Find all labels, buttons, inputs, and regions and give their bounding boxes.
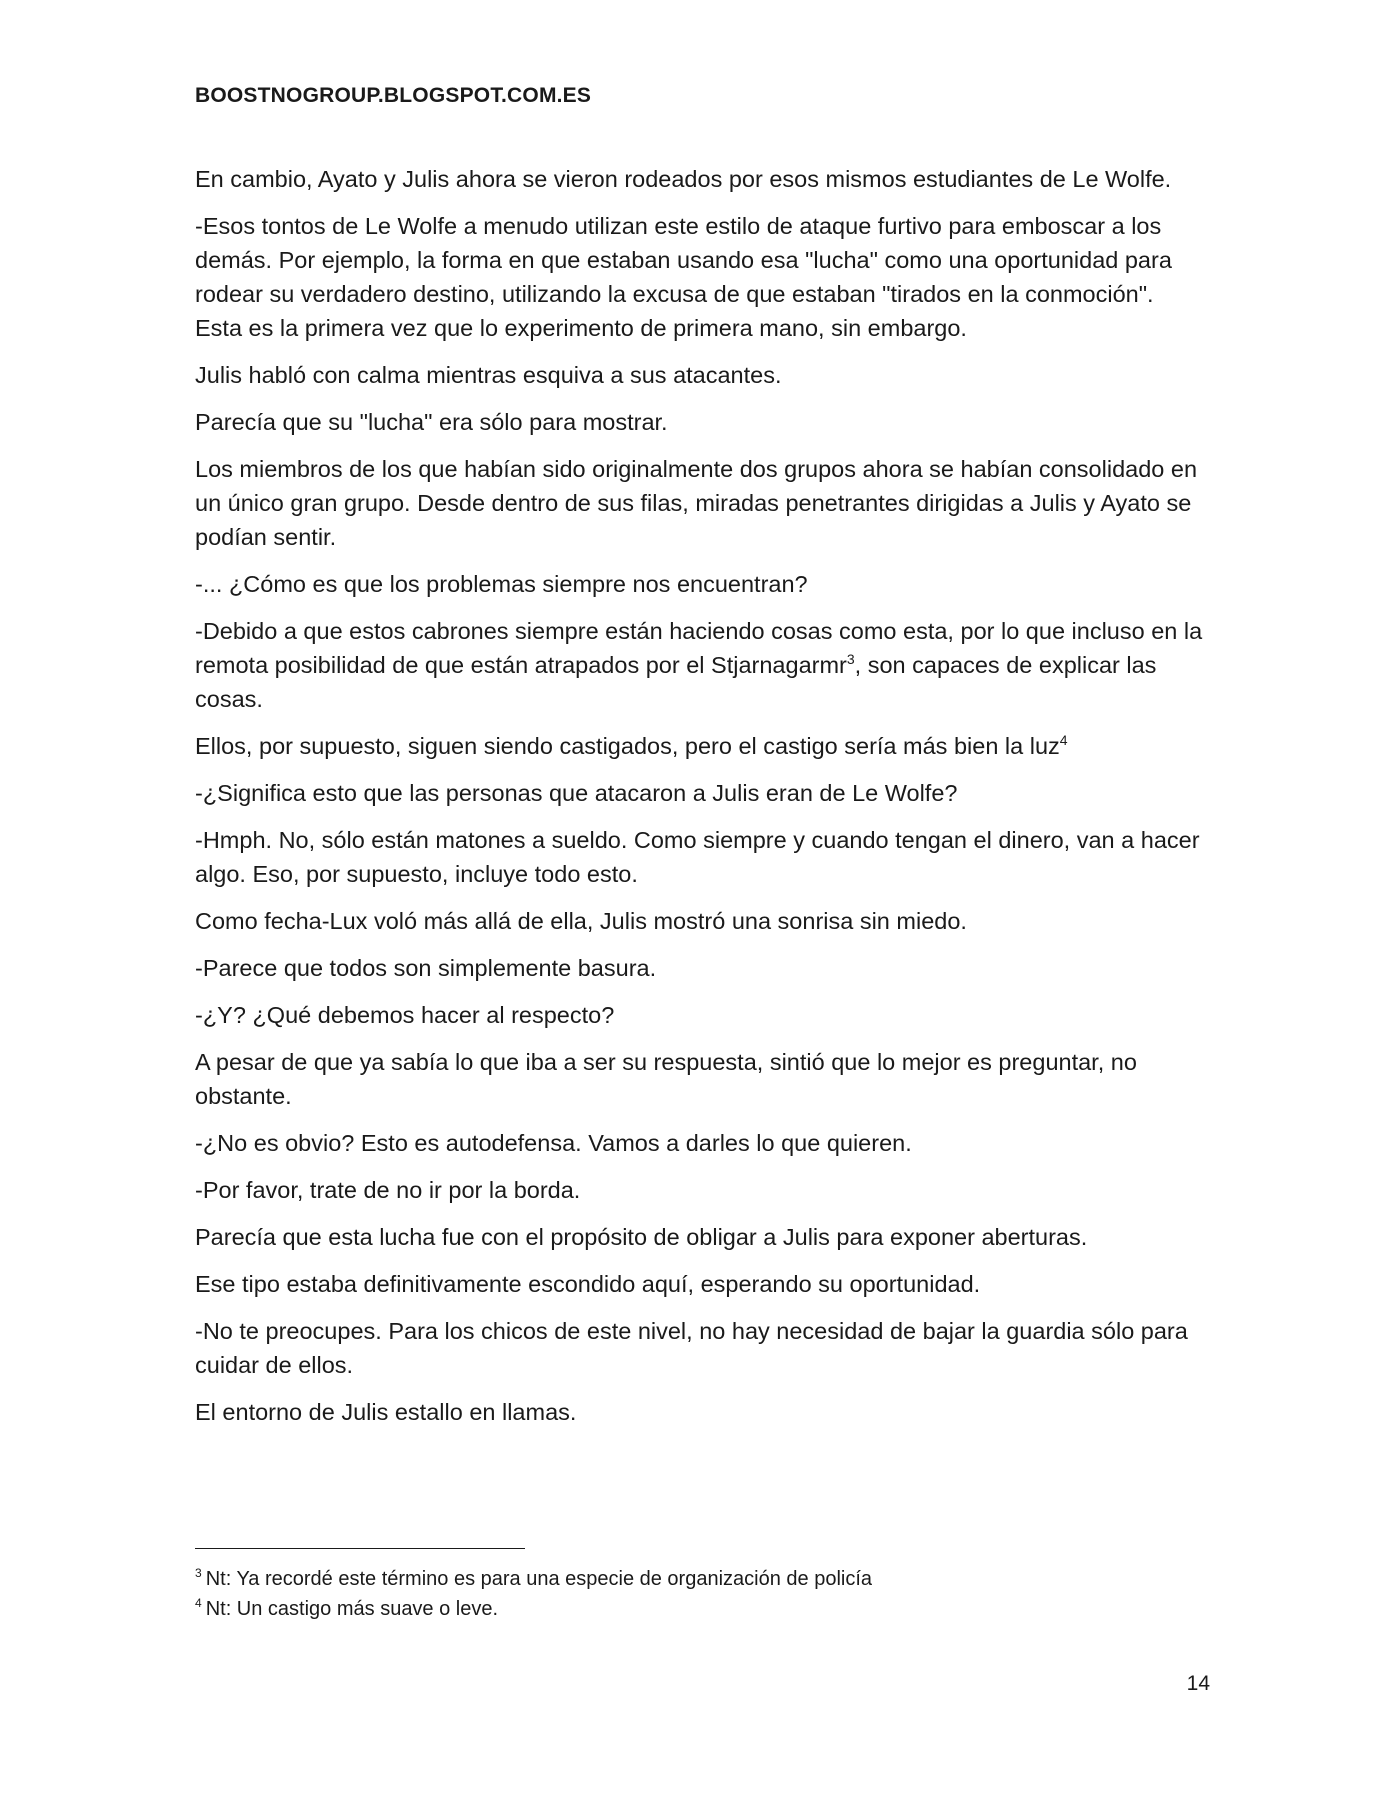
footnote-text: Nt: Un castigo más suave o leve.: [205, 1598, 499, 1620]
paragraph: -¿Y? ¿Qué debemos hacer al respecto?: [195, 1002, 615, 1028]
header-site-name: BOOSTNOGROUP.BLOGSPOT.COM.ES: [195, 84, 592, 107]
footnotes: [195, 1564, 1205, 1624]
footnote: [195, 1594, 1205, 1624]
footnote-text: Nt: Ya recordé este término es para una especie de organización de policía: [205, 1568, 873, 1590]
footnote-ref: 4: [1059, 732, 1068, 749]
paragraph: -Parece que todos son simplemente basura.: [195, 955, 657, 981]
paragraph: Como fecha-Lux voló más allá de ella, Julis mostró una sonrisa sin miedo.: [195, 908, 967, 934]
paragraph-with-footnote: [195, 729, 1205, 763]
paragraph-text: -Debido a que estos cabrones siempre están haciendo cosas como esta, por lo que incluso en la remota posibilidad de que están atrapados por el Stjarnagarmr: [195, 618, 1203, 678]
paragraph: -¿No es obvio? Esto es autodefensa. Vamos a darles lo que quieren.: [195, 1130, 912, 1156]
footnote-number: 3: [195, 1566, 202, 1581]
footnote-ref: 3: [846, 651, 855, 668]
paragraph-text: , son capaces de explicar las cosas.: [195, 652, 1157, 712]
footnote-divider: [195, 1548, 525, 1549]
paragraph: -Esos tontos de Le Wolfe a menudo utilizan este estilo de ataque furtivo para emboscar a los demás. Por ejemplo, la forma en que estaban usando esa "lucha" como una oportunidad para rodear su verdadero destino, utilizando la excusa de que estaban "tirados en la conmoción". Esta es la primera vez que lo experimento de primera mano, sin embargo.: [195, 213, 1172, 341]
footnote: [195, 1564, 1205, 1594]
paragraph: En cambio, Ayato y Julis ahora se vieron rodeados por esos mismos estudiantes de Le Wolfe.: [195, 166, 1172, 192]
paragraph: Parecía que esta lucha fue con el propósito de obligar a Julis para exponer aberturas.: [195, 1224, 1088, 1250]
paragraph: Los miembros de los que habían sido originalmente dos grupos ahora se habían consolidado en un único gran grupo. Desde dentro de sus filas, miradas penetrantes dirigidas a Julis y Ayato se podían sentir.: [195, 456, 1198, 550]
page-number: 14: [1186, 1672, 1210, 1695]
paragraph: A pesar de que ya sabía lo que iba a ser su respuesta, sintió que lo mejor es preguntar, no obstante.: [195, 1049, 1137, 1109]
paragraph: -Por favor, trate de no ir por la borda.: [195, 1177, 581, 1203]
paragraph: Parecía que su "lucha" era sólo para mostrar.: [195, 409, 668, 435]
paragraph: Ese tipo estaba definitivamente escondido aquí, esperando su oportunidad.: [195, 1271, 981, 1297]
paragraph: -Hmph. No, sólo están matones a sueldo. Como siempre y cuando tengan el dinero, van a hacer algo. Eso, por supuesto, incluye todo esto.: [195, 827, 1200, 887]
paragraph: -¿Significa esto que las personas que atacaron a Julis eran de Le Wolfe?: [195, 780, 958, 806]
paragraph: El entorno de Julis estallo en llamas.: [195, 1399, 577, 1425]
paragraph: -No te preocupes. Para los chicos de este nivel, no hay necesidad de bajar la guardia sólo para cuidar de ellos.: [195, 1318, 1188, 1378]
paragraph: -... ¿Cómo es que los problemas siempre nos encuentran?: [195, 571, 808, 597]
paragraph-with-footnote: [195, 614, 1205, 716]
body-text: [195, 162, 1205, 1442]
footnote-number: 4: [195, 1596, 202, 1611]
paragraph: Julis habló con calma mientras esquiva a sus atacantes.: [195, 362, 782, 388]
paragraph-text: Ellos, por supuesto, siguen siendo castigados, pero el castigo sería más bien la luz: [195, 733, 1060, 759]
